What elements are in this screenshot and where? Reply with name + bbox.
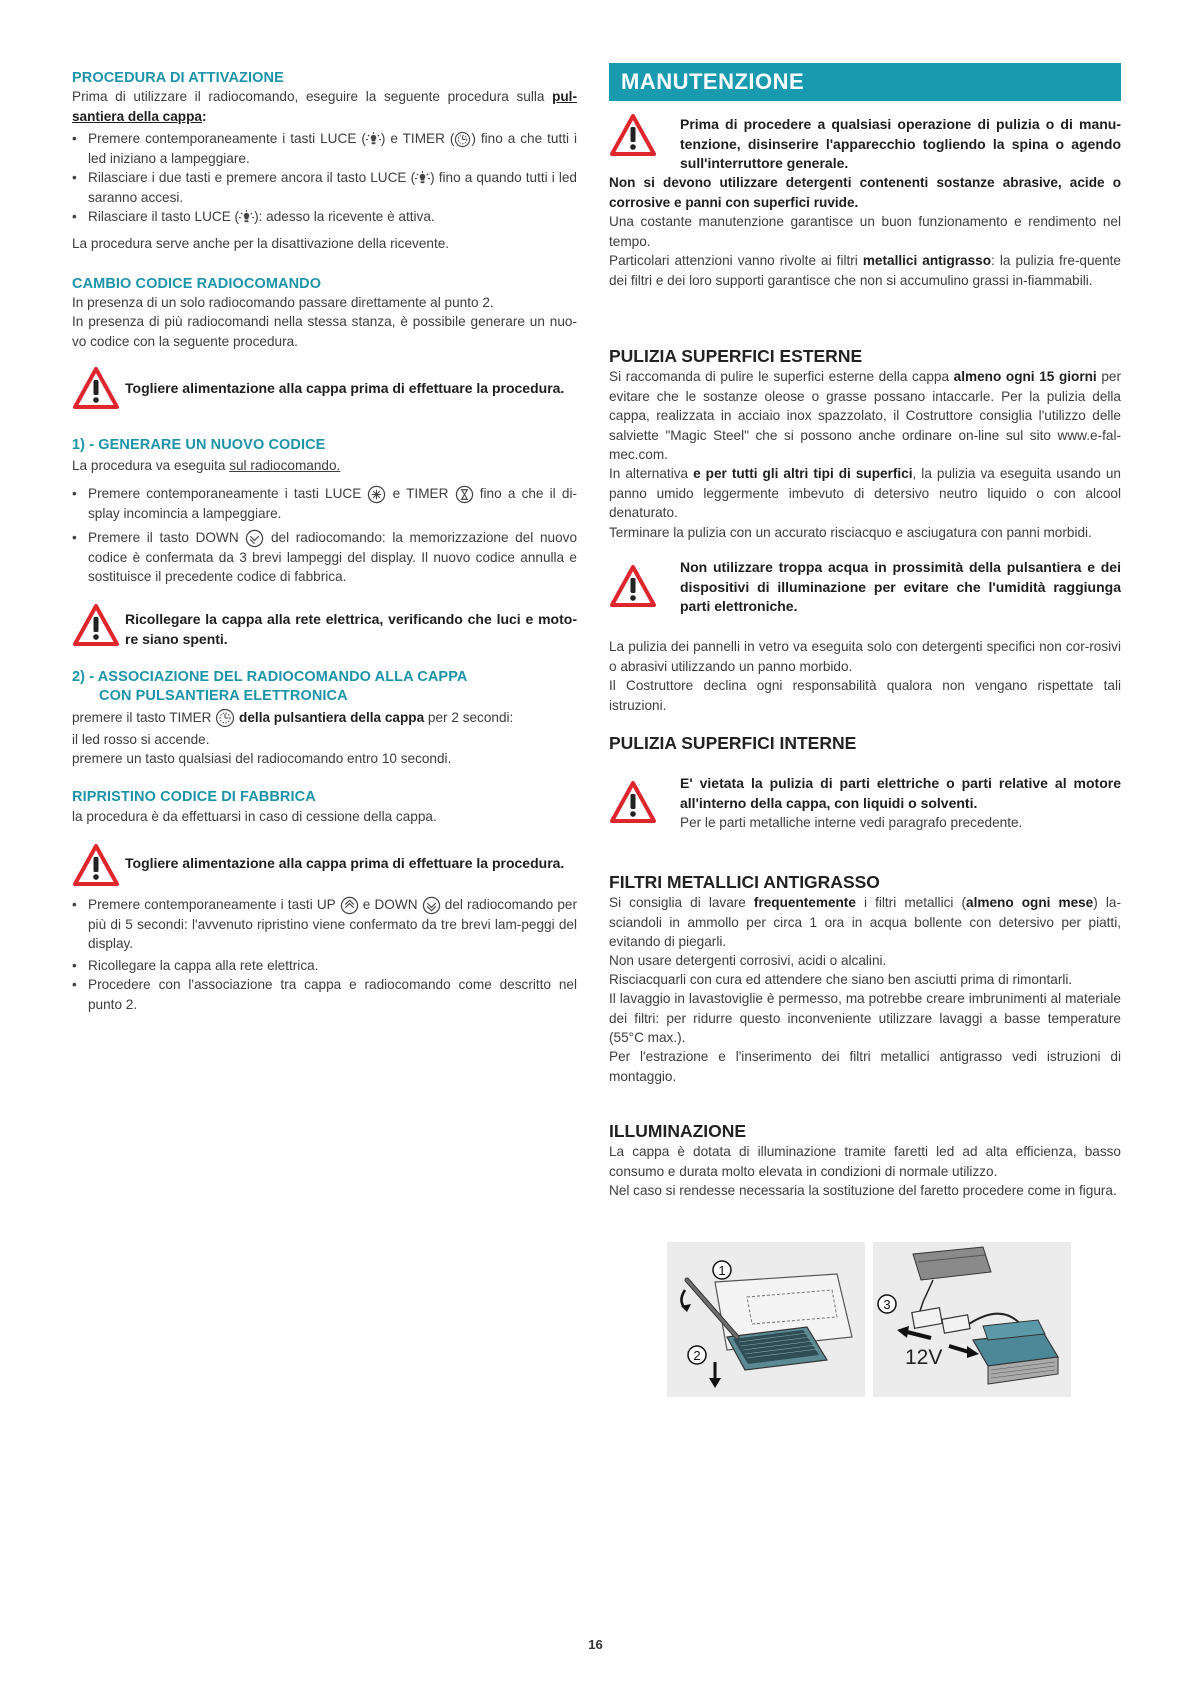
- paragraph-illuminazione-1: La cappa è dotata di illuminazione tramite faretti led ad alta efficienza, basso consumo e durata molto elevata in condizioni di normale utilizzo.: [609, 1144, 1121, 1179]
- paragraph-filtri-2: Non usare detergenti corrosivi, acidi o alcalini.: [609, 953, 887, 968]
- banner-title: MANUTENZIONE: [621, 69, 805, 94]
- step-3-label: 3: [883, 1297, 891, 1312]
- paragraph-generare-intro: La procedura va eseguita sul radiocomando.: [72, 458, 341, 473]
- warning-generare: Ricollegare la cappa alla rete elettrica, verificando che luci e moto-re siano spenti.: [72, 603, 577, 653]
- paragraph-filtri-1: Si consiglia di lavare frequentemente i filtri metallici (almeno ogni mese) la-sciandoli in ammollo per circa 1 ora in acqua bollente con detersivo per piatti, evitando di piegarli.: [609, 895, 1121, 949]
- light-button-icon: [367, 485, 386, 504]
- paragraph-filtri-5: Per l'estrazione e l'inserimento dei filtri metallici antigrasso vedi istruzioni di montaggio.: [609, 1049, 1121, 1084]
- warning-icon: [72, 843, 120, 887]
- list-item: • Premere contemporaneamente i tasti LUCE e TIMER fino a che il di-splay incomincia a lampeggiare.: [72, 484, 577, 523]
- list-item: • Rilasciare i due tasti e premere ancora il tasto LUCE ( ) fino a quando tutti i led saranno accesi.: [72, 168, 577, 207]
- warning-icon: [609, 564, 657, 608]
- light-bulb-icon: [366, 132, 381, 147]
- paragraph-filtri-3: Risciacquarli con cura ed attendere che siano ben asciutti prima di rimontarli.: [609, 972, 1073, 987]
- paragraph-no-detergenti: Non si devono utilizzare detergenti contenenti sostanze abrasive, acide o corrosive e panni con superfici ruvide.: [609, 175, 1121, 210]
- paragraph-illuminazione-2: Nel caso si rendesse necessaria la sostituzione del faretto procedere come in figura.: [609, 1183, 1117, 1198]
- paragraph-associazione-3: premere un tasto qualsiasi del radiocomando entro 10 secondi.: [72, 751, 452, 766]
- section-title-esterne: PULIZIA SUPERFICI ESTERNE: [609, 346, 863, 366]
- paragraph-cambio-2: In presenza di più radiocomandi nella stessa stanza, è possibile generare un nuo-vo codice con la seguente procedura.: [72, 314, 577, 349]
- section-title-generare: 1) - GENERARE UN NUOVO CODICE: [72, 437, 326, 453]
- warning-esterne: Non utilizzare troppa acqua in prossimità della pulsantiera e dei dispositivi di illuminazione per evitare che l'umidità raggiunga parti elettroniche.: [609, 558, 1121, 622]
- timer-icon: [215, 708, 235, 728]
- paragraph-esterne-3: Terminare la pulizia con un accurato risciacquo e asciugatura con panni morbidi.: [609, 525, 1092, 540]
- list-item: • Premere il tasto DOWN del radiocomando: la memorizzazione del nuovo codice è confermata da 3 brevi lampeggi del display. Il nuovo codice annulla e sostituisce il precedente codice di fabbrica.: [72, 528, 577, 587]
- page-number: 16: [588, 1637, 603, 1652]
- paragraph-esterne-5: Il Costruttore declina ogni responsabilità qualora non vengano rispettate tali istruzioni.: [609, 678, 1121, 713]
- paragraph-filtri-4: Il lavaggio in lavastoviglie è permesso, ma potrebbe creare imbrunimenti al materiale dei filtri: per ridurre questo inconveniente utilizzare lavaggi a basse temperature (55°C max.).: [609, 991, 1121, 1045]
- section-title-attivazione: PROCEDURA DI ATTIVAZIONE: [72, 70, 284, 86]
- list-item: • Procedere con l'associazione tra cappa e radiocomando come descritto nel punto 2.: [72, 975, 577, 1014]
- section-title-illuminazione: ILLUMINAZIONE: [609, 1121, 747, 1141]
- paragraph-manutenzione-2: Particolari attenzioni vanno rivolte ai filtri metallici antigrasso: la pulizia fre-quente dei filtri e dei loro supporti garantisce che non si accumulino grassi in-fiammabili.: [609, 253, 1121, 288]
- down-button-icon: [422, 896, 441, 915]
- paragraph-associazione-1: premere il tasto TIMER della pulsantiera della cappa per 2 secondi:: [72, 708, 577, 728]
- warning-icon: [72, 603, 120, 647]
- list-item: • Premere contemporaneamente i tasti UP e DOWN del radiocomando per più di 5 secondi: l'avvenuto ripristino viene confermato da tre brevi lam-peggi del display.: [72, 895, 577, 954]
- light-bulb-icon: [415, 171, 430, 186]
- list-item: • Premere contemporaneamente i tasti LUCE ( ) e TIMER ( ) fino a che tutti i led iniziano a lampeggiare.: [72, 129, 577, 168]
- section-title-filtri: FILTRI METALLICI ANTIGRASSO: [609, 872, 880, 892]
- paragraph-ripristino-1: la procedura è da effettuarsi in caso di cessione della cappa.: [72, 809, 437, 824]
- paragraph-interne-note: Per le parti metalliche interne vedi paragrafo precedente.: [680, 815, 1023, 830]
- paragraph-attivazione-outro: La procedura serve anche per la disattivazione della ricevente.: [72, 236, 450, 251]
- voltage-label: 12V: [905, 1346, 943, 1369]
- paragraph-esterne-1: Si raccomanda di pulire le superfici esterne della cappa almeno ogni 15 giorni per evitare che le sostanze oleose o grasse possano intaccarle. Per la pulizia della cappa, realizzata in acciaio inox spazzolato, il Costruttore consiglia l'utilizzo delle salviette "Magic Steel" che si possono anche ordinare on-line sul sito www.e-fal-mec.com.: [609, 369, 1121, 462]
- list-item: • Rilasciare il tasto LUCE ( ): adesso la ricevente è attiva.: [72, 207, 577, 227]
- section-title-interne: PULIZIA SUPERFICI INTERNE: [609, 733, 857, 753]
- paragraph-manutenzione-1: Una costante manutenzione garantisce un buon funzionamento e rendimento nel tempo.: [609, 214, 1121, 249]
- warning-icon: [609, 113, 657, 157]
- paragraph-esterne-4: La pulizia dei pannelli in vetro va eseguita solo con detergenti specifici non cor-rosivi o abrasivi utilizzando un panno morbido.: [609, 639, 1121, 674]
- section-title-associazione: 2) - ASSOCIAZIONE DEL RADIOCOMANDO ALLA CAPPA: [72, 669, 468, 685]
- led-removal-illustration: [667, 1242, 865, 1397]
- down-button-icon: [245, 529, 264, 548]
- paragraph-cambio-1: In presenza di un solo radiocomando passare direttamente al punto 2.: [72, 295, 494, 310]
- section-title-ripristino: RIPRISTINO CODICE DI FABBRICA: [72, 789, 316, 805]
- list-item: • Ricollegare la cappa alla rete elettrica.: [72, 956, 577, 976]
- warning-interne: E' vietata la pulizia di parti elettriche o parti relative al motore all'interno della cappa, con liquidi o solventi. Per le parti metalliche interne vedi paragrafo precedente.: [609, 774, 1121, 832]
- up-button-icon: [340, 896, 359, 915]
- step-2-label: 2: [693, 1348, 701, 1363]
- section-title-cambio: CAMBIO CODICE RADIOCOMANDO: [72, 276, 322, 292]
- warning-ripristino: Togliere alimentazione alla cappa prima di effettuare la procedura.: [72, 843, 577, 893]
- paragraph-esterne-2: In alternativa e per tutti gli altri tipi di superfici, la pulizia va eseguita usando un panno umido leggermente imbevuto di detersivo neutro liquido o con alcool denaturato.: [609, 466, 1121, 520]
- figure-led-removal: [667, 1242, 865, 1397]
- light-bulb-icon: [239, 210, 254, 225]
- manutenzione-banner: [609, 63, 1121, 101]
- figure-led-disconnect: [873, 1242, 1071, 1397]
- led-disconnect-illustration: [873, 1242, 1071, 1397]
- warning-cambio: Togliere alimentazione alla cappa prima di effettuare la procedura.: [72, 366, 577, 416]
- paragraph-associazione-2: il led rosso si accende.: [72, 732, 210, 747]
- step-1-label: 1: [718, 1263, 726, 1278]
- warning-icon: [609, 780, 657, 824]
- section-title-associazione-line2: CON PULSANTIERA ELETTRONICA: [99, 688, 348, 704]
- timer-button-icon: [455, 485, 474, 504]
- warning-icon: [72, 366, 120, 410]
- timer-icon: [454, 131, 471, 148]
- paragraph-attivazione-intro: Prima di utilizzare il radiocomando, eseguire la seguente procedura sulla pul-santiera della cappa:: [72, 89, 577, 124]
- warning-manutenzione: Prima di procedere a qualsiasi operazione di pulizia o di manu-tenzione, disinserire l'apparecchio togliendo la spina o agendo sull'interruttore generale.: [609, 113, 1121, 173]
